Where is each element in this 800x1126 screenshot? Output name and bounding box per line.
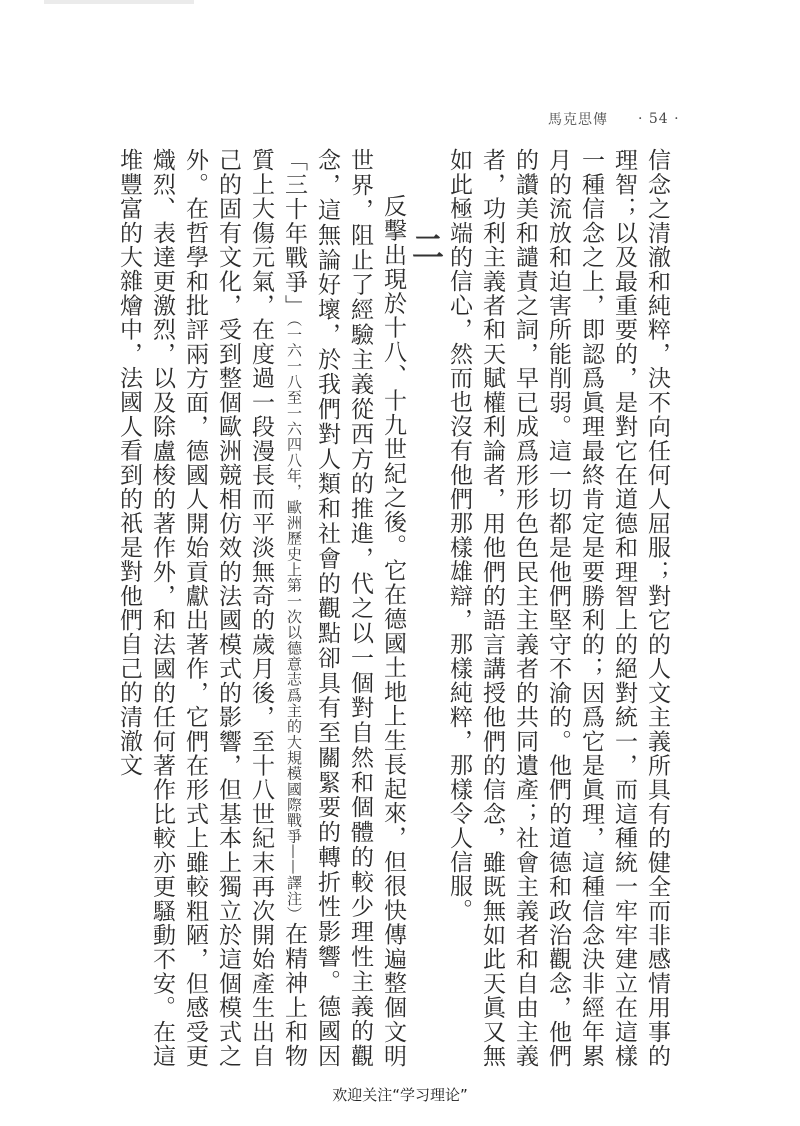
paragraph-section-two — [112, 148, 409, 1068]
page-number: · 54 · — [638, 111, 680, 127]
footer-watermark: 欢迎关注“学习理论” — [332, 1086, 468, 1104]
vertical-text-flow — [112, 148, 673, 1068]
running-header — [548, 108, 708, 130]
paragraph-text-start: 反擊出現於十八、十九世紀之後。它在德國土地上生長起來，但很快傳遍整個文明世界，阻止了經驗主義從西方的推進，代之以一個對自然和個體的較少理性主義的觀念，這無論好壞，於我們對人類和社會的觀點卻具有至關緊要的轉折性影響。德國因「三十年戰爭」 — [281, 148, 406, 1068]
section-heading: 二 — [407, 230, 445, 264]
translator-note: （一六一八至一六四八年，歐洲歷史上第一次以德意志爲主的大規模國際戰爭——譯注） — [285, 318, 303, 922]
paragraph-continued: 信念之清澈和純粹，決不向任何人屈服；對它的人文主義所具有的健全而非感情用事的理智；以及最重要的，是對它在道德和理智上的絕對統一，而這種統一牢牢建立在這樣一種信念之上，即認爲眞理最終肯定是要勝利的；因爲它是眞理，這種信念決非經年累月的流放和迫害所能削弱。這一切都是他們堅守不渝的。他們的道德和政治觀念，他們的讚美和譴責之詞，早已成爲形形色色民主主義者的共同遺產；社會主義者和自由主義者，功利主義者和天賦權利論者，用他們的語言講授他們的信念，雖既無如此天眞又無如此極端的信心，然而也沒有他們那樣雄辯，那樣純粹，那樣令人信服。 — [446, 148, 670, 1068]
running-title: 馬克思傳 — [548, 112, 608, 128]
paragraph-text-end: 在精神上和物質上大傷元氣，在度過一段漫長而平淡無奇的歲月後，至十八世紀末再次開始產生出自己的固有文化，受到整個歐洲競相仿效的法國模式的影響，但基本上獨立於這個模式之外。在哲學和批評兩方面，德國人開始貢獻出著作，它們在形式上雖較粗陋，但感受更熾烈、表達更激烈，以及除盧梭的著作外，和法國的任何著作比較亦更騷動不安。在這堆豐富的大雜燴中，法國人看到的祇是對他們自己的清澈文 — [116, 148, 307, 1068]
scan-edge-mark — [44, 0, 194, 4]
vertical-text-block — [112, 148, 692, 1068]
